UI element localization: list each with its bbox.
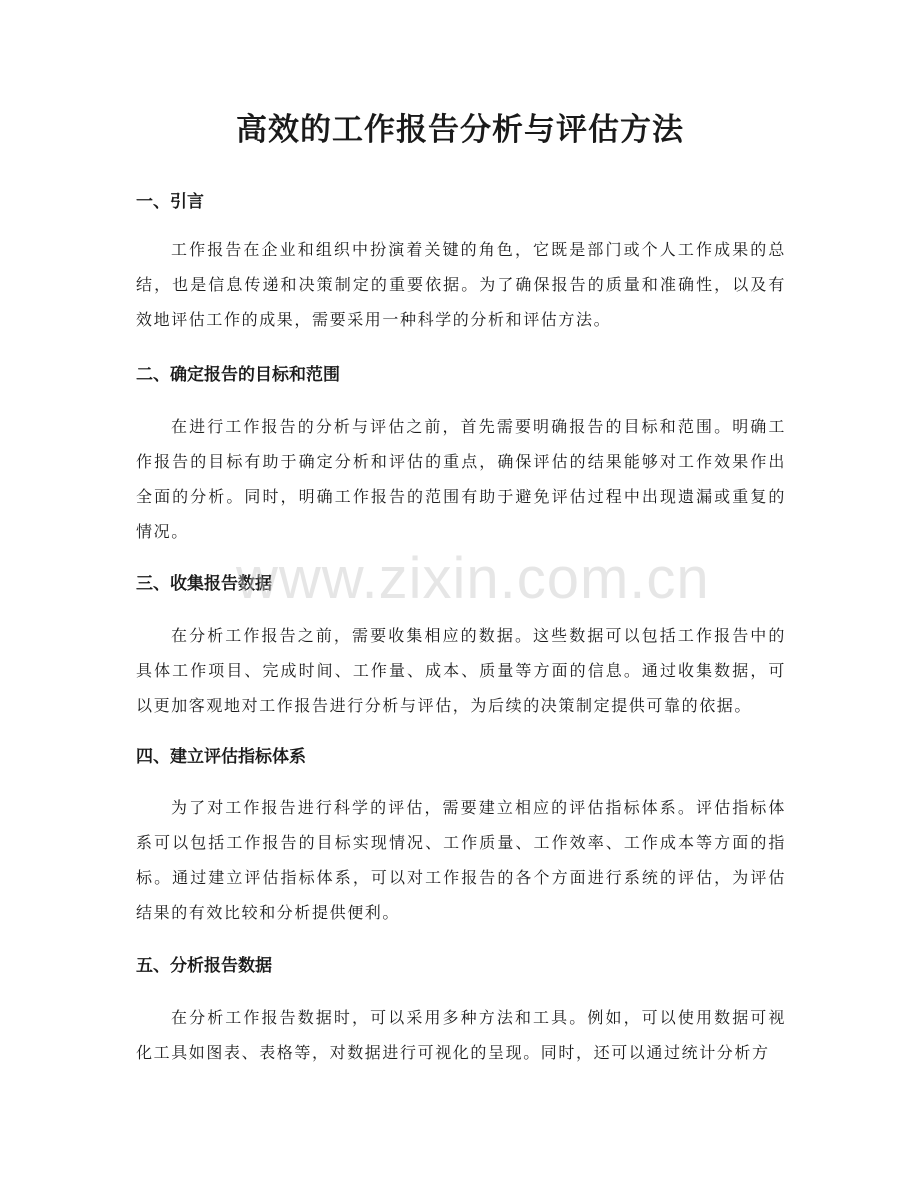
watermark-text: www.zixin.com.cn [236, 546, 710, 611]
section-heading-goals-scope: 二、确定报告的目标和范围 [136, 365, 340, 385]
section-paragraph-analyze-data: 在分析工作报告数据时，可以采用多种方法和工具。例如，可以使用数据可视化工具如图表、表格等，对数据进行可视化的呈现。同时，还可以通过统计分析方 [136, 1008, 786, 1062]
section-paragraph-goals-scope: 在进行工作报告的分析与评估之前，首先需要明确报告的目标和范围。明确工作报告的目标有助于确定分析和评估的重点，确保评估的结果能够对工作效果作出全面的分析。同时，明确工作报告的范围有助于避免评估过程中出现遗漏或重复的情况。 [136, 417, 786, 541]
section-heading-collect-data: 三、收集报告数据 [136, 574, 272, 594]
section-paragraph-indicator-system: 为了对工作报告进行科学的评估，需要建立相应的评估指标体系。评估指标体系可以包括工作报告的目标实现情况、工作质量、工作效率、工作成本等方面的指标。通过建立评估指标体系，可以对工作报告的各个方面进行系统的评估，为评估结果的有效比较和分析提供便利。 [136, 798, 786, 922]
section-heading-analyze-data: 五、分析报告数据 [136, 956, 272, 976]
section-paragraph-collect-data: 在分析工作报告之前，需要收集相应的数据。这些数据可以包括工作报告中的具体工作项目、完成时间、工作量、成本、质量等方面的信息。通过收集数据，可以更加客观地对工作报告进行分析与评估，为后续的决策制定提供可靠的依据。 [136, 626, 786, 715]
section-heading-introduction: 一、引言 [136, 192, 204, 212]
page-title: 高效的工作报告分析与评估方法 [236, 112, 684, 148]
section-paragraph-introduction: 工作报告在企业和组织中扮演着关键的角色，它既是部门或个人工作成果的总结，也是信息传递和决策制定的重要依据。为了确保报告的质量和准确性，以及有效地评估工作的成果，需要采用一种科学的分析和评估方法。 [136, 240, 786, 329]
section-heading-indicator-system: 四、建立评估指标体系 [136, 747, 306, 767]
